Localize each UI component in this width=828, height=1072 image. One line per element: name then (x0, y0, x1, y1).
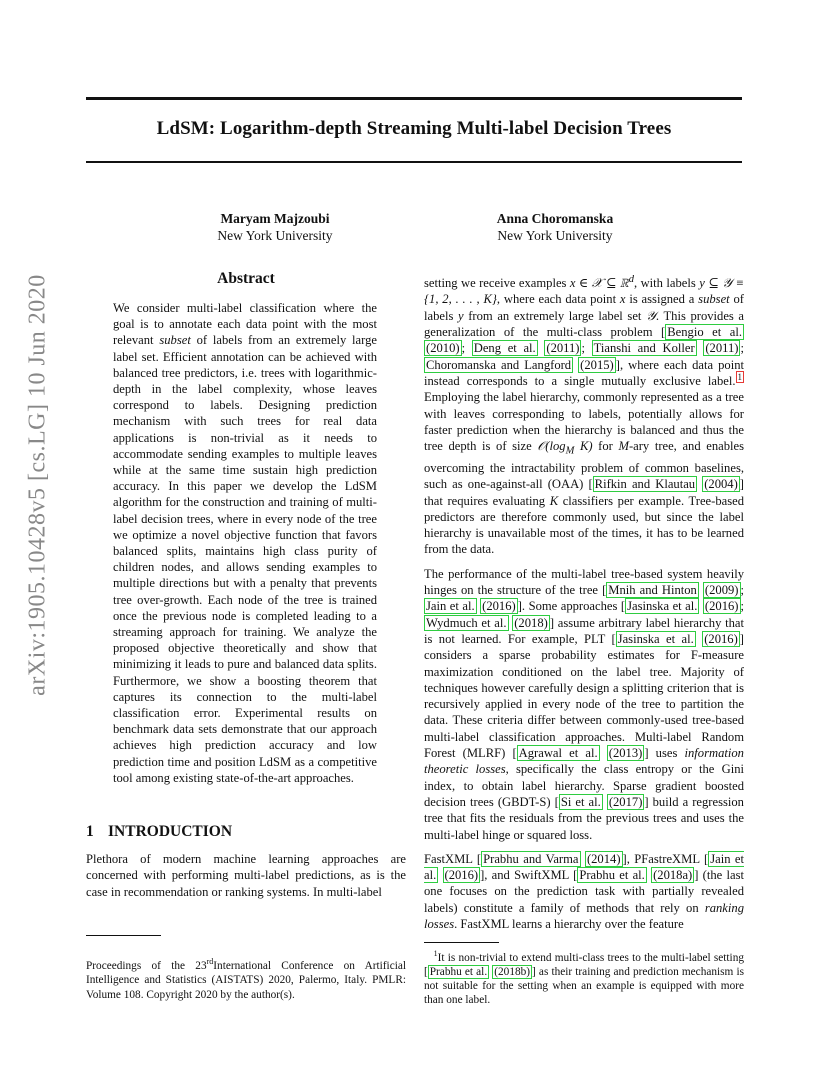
citation-year-link[interactable]: (2010) (426, 341, 460, 356)
citation-year-link[interactable]: (2016) (704, 631, 738, 646)
citation-year-link[interactable]: (2013) (608, 746, 643, 761)
citation-link[interactable]: Prabhu et al. (429, 965, 488, 978)
text: , specifically the class entropy or the Gini index, to obtain label hierarchy. Sparse gradient boosted decision trees (GBDT-S) [ (424, 762, 744, 809)
body-paragraph-1 (424, 272, 744, 558)
citation-link[interactable]: Jasinska et al. (627, 599, 698, 614)
text: Employing the label hierarchy, commonly represented as a tree with leaves corresponding to labels, potentially allows for faster prediction when the hierarchy is balanced and thus the tree depth is of size (424, 390, 744, 454)
body-paragraph-2 (424, 566, 744, 843)
citation-link[interactable]: Si et al. (560, 794, 601, 809)
abstract-part: We consider multi-label classification where the goal is to annotate each data point with the most relevant (113, 301, 377, 348)
citation-year-link[interactable]: (2018b) (494, 965, 531, 978)
text: The performance of the multi-label tree-based system heavily hinges on the structure of the tree [ (424, 566, 744, 598)
citation-year-link[interactable]: (2011) (546, 341, 580, 356)
text: ] uses (644, 746, 678, 761)
text: of labels (424, 292, 744, 323)
emphasis: subset (698, 292, 730, 307)
citation-year-link[interactable]: (2004) (704, 477, 738, 492)
arxiv-watermark (18, 274, 58, 696)
citation-year-link[interactable]: (2018) (514, 615, 548, 630)
citation-link[interactable]: Mnih and Hinton (608, 583, 697, 598)
citation-link[interactable]: Jasinska et al. (617, 631, 694, 646)
author-2 (470, 210, 640, 244)
math-text: x ∈ 𝒳 ⊆ ℝ (569, 276, 629, 291)
citation-year-link[interactable]: (2015) (580, 357, 614, 372)
text: ], PFastreXML [ (622, 851, 709, 866)
text: ] (the last one focuses on the prediction task with partially revealed labels) constitute a family of methods that rely on (424, 868, 744, 915)
text: ; (461, 341, 472, 356)
proceedings-note (86, 955, 406, 1002)
math (537, 439, 593, 457)
text: ] as their training and prediction mechanism is not suitable for the setting when an example is equipped with more than one label. (424, 965, 744, 1006)
citation-link[interactable]: Jain et al. (424, 851, 745, 883)
citation-year-link[interactable]: (2017) (608, 794, 643, 809)
citation-year-link[interactable]: (2016) (482, 599, 516, 614)
text: ; (581, 341, 592, 356)
citation-link[interactable]: Wydmuch et al. (426, 615, 507, 630)
math-text: K) (579, 439, 593, 454)
citation-link[interactable]: Deng et al. (473, 341, 536, 356)
section-title: INTRODUCTION (108, 823, 233, 841)
title-top-rule (86, 97, 742, 100)
citation-link[interactable]: Bengio et al. (667, 325, 742, 340)
left-column (86, 270, 406, 908)
citation-link[interactable]: Prabhu et al. (579, 868, 645, 883)
text: ], where each data point instead corresponds to a single mutually exclusive label. (424, 357, 744, 388)
text: setting we receive examples (424, 276, 567, 291)
math: 𝒴 (646, 308, 656, 323)
math: K (549, 493, 559, 508)
abstract-part: of labels from an extremely large label set. Efficient annotation can be achieved with balanced tree predictors, i.e. trees with logarithmic-depth in the label complexity, whose leaves correspond to labels. Designing prediction mechanism with such trees for real data applications is non-trivial as it needs to accommodate sending examples to multiple leaves while at the same time sustain high prediction accuracy. In this paper we develop the LdSM algorithm for the construction and training of multi-label decision trees, where in every node of the tree we optimize a novel objective function that favors balanced splits, maintains high class purity of children nodes, and allows sending examples to multiple directions but with a penalty that prevents tree over-growth. Each node of the tree is trained once the previous node is completed leading to a streaming approach for training. We analyze the proposed objective theoretically and show that minimizing it leads to pure and balanced data splits. Furthermore, we show a boosting theorem that captures its connection to the multi-label classification error. Experimental results on benchmark data sets demonstrate that our approach achieves high prediction accuracy and low prediction time and position LdSM as a competitive tool among existing state-of-the-art approaches. (113, 333, 377, 785)
title-bottom-rule (86, 161, 742, 163)
section-heading-introduction (86, 823, 406, 841)
text: -ary tree, and enables overcoming the intractability problem of common baselines, such as one-against-all (OAA) [ (424, 439, 744, 492)
footnote-rule-left (86, 935, 161, 936)
text: ; (740, 583, 744, 598)
body-paragraph-3 (424, 851, 744, 932)
footnote-mark: 1 (433, 949, 438, 958)
text: . FastXML learns a hierarchy over the feature (454, 916, 684, 931)
footnote-ref-link[interactable]: 1 (737, 371, 742, 382)
citation-year-link[interactable]: (2018a) (653, 868, 693, 883)
ordinal-sup: rd (206, 957, 214, 966)
math: M (618, 439, 629, 454)
text: ] assume arbitrary label hierarchy that is not learned. For example, PLT [ (424, 615, 744, 646)
text: , with labels (634, 276, 696, 291)
citation-link[interactable]: Jain et al. (426, 599, 475, 614)
abstract-emphasis: subset (159, 333, 191, 348)
text: ] considers a sparse probability estimates for F-measure maximization conditioned on the label tree. Majority of techniques however carefully design a splitting criterion that is recursively applied in every node of the tree to partition the data. These criteria differ between commonly-used tree-based multi-label classification approaches. Multi-label Random Forest (MLRF) [ (424, 631, 744, 761)
author-1 (195, 210, 355, 244)
text: ; (740, 341, 744, 356)
text: . This provides a generalization of the multi-class problem [ (424, 308, 745, 340)
text: for (598, 439, 613, 454)
citation-year-link[interactable]: (2016) (444, 868, 479, 883)
text: classifiers per example. Tree-based predictors are therefore commonly used, but since the label hierarchy is unavailable most of the times, it has to be learned from the data. (424, 493, 745, 557)
text: is assigned a (629, 292, 695, 307)
text: It is non-trivial to extend multi-class trees to the multi-label setting [ (424, 951, 744, 978)
author-2-name: Anna Choromanska (496, 211, 614, 226)
text: ] that requires evaluating (424, 477, 744, 508)
text: Proceedings of the 23 (86, 959, 207, 972)
text: ; (740, 599, 744, 614)
text: ], and SwiftXML [ (480, 868, 578, 883)
text: , where each data point (496, 292, 617, 307)
citation-link[interactable]: Tianshi and Koller (593, 341, 695, 356)
text: from an extremely large label set (468, 308, 642, 323)
abstract-heading: Abstract (217, 270, 275, 287)
math: y ⊆ 𝒴 ≡ {1, 2, . . . , K} (424, 276, 744, 307)
math-text: 𝒪(log (537, 439, 566, 454)
citation-link[interactable]: Agrawal et al. (518, 746, 598, 761)
math: x (619, 292, 626, 307)
citation-link[interactable]: Choromanska and Langford (426, 357, 572, 372)
math (570, 276, 634, 290)
intro-paragraph: Plethora of modern machine learning approaches are concerned with performing multi-label predictions, as is the case in recommendation or ranking systems. In multi-label (86, 852, 406, 899)
math: y (458, 308, 464, 323)
author-1-name: Maryam Majzoubi (220, 211, 330, 226)
footnote-1 (424, 947, 744, 1007)
paper-title: LdSM: Logarithm-depth Streaming Multi-label Decision Trees (156, 118, 672, 139)
author-2-affiliation: New York University (497, 228, 613, 243)
emphasis: information theoretic losses (424, 746, 744, 777)
emphasis: ranking losses (424, 900, 744, 931)
text: ] build a regression tree that fits the residuals from the previous trees and uses the multi-label hinge or squared loss. (424, 794, 744, 842)
math-sup: d (628, 274, 635, 285)
text: ]. Some approaches [ (517, 599, 626, 614)
abstract-text (113, 300, 377, 786)
math-sub: M (565, 445, 575, 457)
right-column (424, 272, 744, 940)
section-number: 1 (86, 823, 94, 841)
footnote-rule-right (424, 942, 499, 943)
citation-year-link[interactable]: (2016) (704, 599, 739, 614)
citation-link[interactable]: Prabhu and Varma (483, 851, 579, 866)
text: International Conference on Artificial Intelligence and Statistics (AISTATS) 2020, Palermo, Italy. PMLR: Volume 108. Copyright 2020 by the author(s). (86, 959, 407, 1001)
citation-year-link[interactable]: (2014) (586, 851, 621, 866)
arxiv-id: arXiv:1905.10428v5 [cs.LG] 10 Jun 2020 (24, 274, 51, 696)
citation-year-link[interactable]: (2011) (705, 341, 739, 356)
citation-link[interactable]: Rifkin and Klautau (594, 477, 696, 492)
author-1-affiliation: New York University (217, 228, 333, 243)
citation-year-link[interactable]: (2009) (704, 583, 739, 598)
text: FastXML [ (424, 851, 482, 866)
